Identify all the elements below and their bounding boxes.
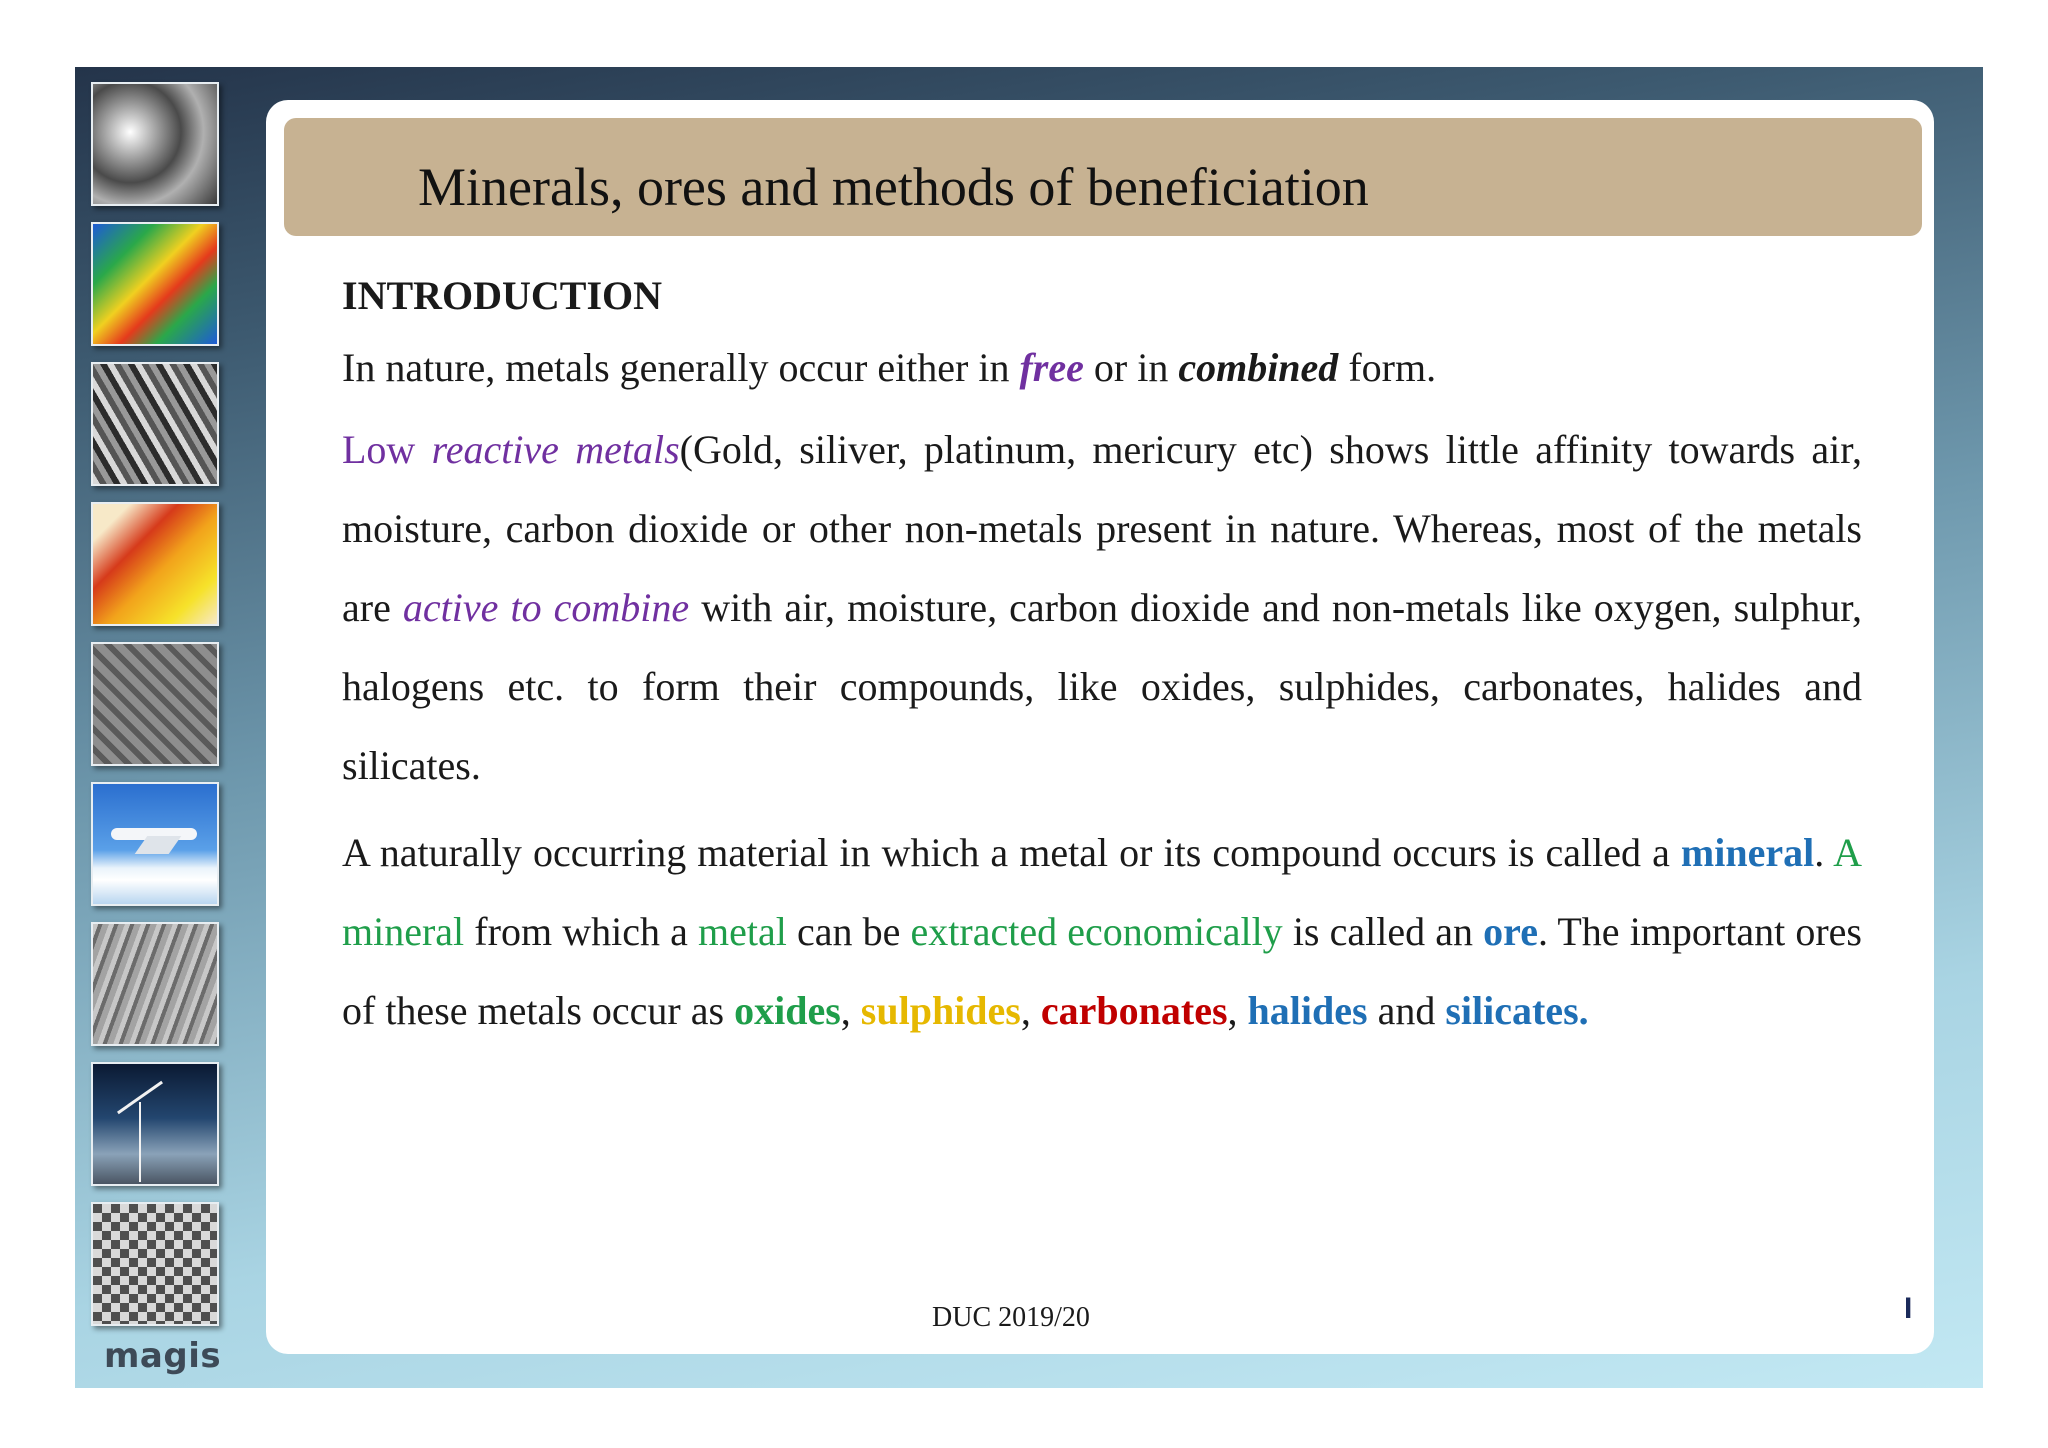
mineral-ore-paragraph xyxy=(342,813,1862,1050)
thumbnail-strip xyxy=(91,82,221,1342)
magis-logo: magis xyxy=(104,1336,222,1376)
term-low: Low xyxy=(342,427,432,472)
intro-paragraph xyxy=(342,344,1862,392)
p3-text: , xyxy=(1020,988,1041,1033)
term-silicates: silicates. xyxy=(1445,988,1589,1033)
reactivity-paragraph xyxy=(342,410,1862,805)
p3-text: . xyxy=(1814,830,1834,875)
p2-text: (Gold, siliver, platinum, mericury etc) shows little affinity towards air, moisture, carbon dioxide or other non-metals present in nature. Whereas, most of the metals are xyxy=(342,427,1862,630)
p3-text: is called an xyxy=(1282,909,1484,954)
term-extracted-economically: extracted economically xyxy=(910,909,1283,954)
title-bar xyxy=(284,118,1922,236)
p3-text: and xyxy=(1367,988,1446,1033)
slide-title: Minerals, ores and methods of beneficiation xyxy=(418,157,1369,217)
p3-text: from which a xyxy=(464,909,698,954)
metallography-image xyxy=(91,642,219,766)
p1-text: form. xyxy=(1338,345,1437,390)
page-number: I xyxy=(1904,1292,1913,1325)
p3-text: A naturally occurring material in which a metal or its compound occurs is called a xyxy=(342,830,1681,875)
microstructure-image xyxy=(91,362,219,486)
term-free: free xyxy=(1019,345,1084,390)
p3-text: can be xyxy=(786,909,911,954)
term-active-to-combine: active to combine xyxy=(402,585,690,630)
p3-text: , xyxy=(840,988,861,1033)
term-halides: halides xyxy=(1247,988,1368,1033)
term-metal: metal xyxy=(697,909,787,954)
wind-turbine-shape xyxy=(139,1102,141,1182)
slide-footer: DUC 2019/20 xyxy=(932,1302,1090,1333)
airplane-image xyxy=(91,782,219,906)
term-carbonates: carbonates xyxy=(1040,988,1228,1033)
wind-turbine-image xyxy=(91,1062,219,1186)
fracture-surface-image xyxy=(91,922,219,1046)
term-mineral: mineral xyxy=(1680,830,1815,875)
slide-body xyxy=(342,272,1862,1050)
powder-particles-image xyxy=(91,1202,219,1326)
term-reactive-metals: reactive metals xyxy=(431,427,680,472)
fem-simulation-block-image xyxy=(91,222,219,346)
term-a-mineral: A mineral xyxy=(342,830,1862,954)
p3-text: . The important ores of these metals occur as xyxy=(342,909,1862,1033)
term-sulphides: sulphides xyxy=(860,988,1021,1033)
airplane-shape xyxy=(111,828,197,840)
turbine-fan-image xyxy=(91,82,219,206)
term-ore: ore xyxy=(1483,909,1538,954)
term-oxides: oxides xyxy=(734,988,841,1033)
p1-text: or in xyxy=(1083,345,1179,390)
section-heading: INTRODUCTION xyxy=(342,273,663,318)
p3-text: , xyxy=(1227,988,1248,1033)
p2-text: with air, moisture, carbon dioxide and non-metals like oxygen, sulphur, halogens etc. to form their compounds, like oxides, sulphides, carbonates, halides and silicates. xyxy=(342,585,1863,788)
p1-text: In nature, metals generally occur either in xyxy=(342,345,1020,390)
term-combined: combined xyxy=(1178,345,1339,390)
stress-map-block-image xyxy=(91,502,219,626)
